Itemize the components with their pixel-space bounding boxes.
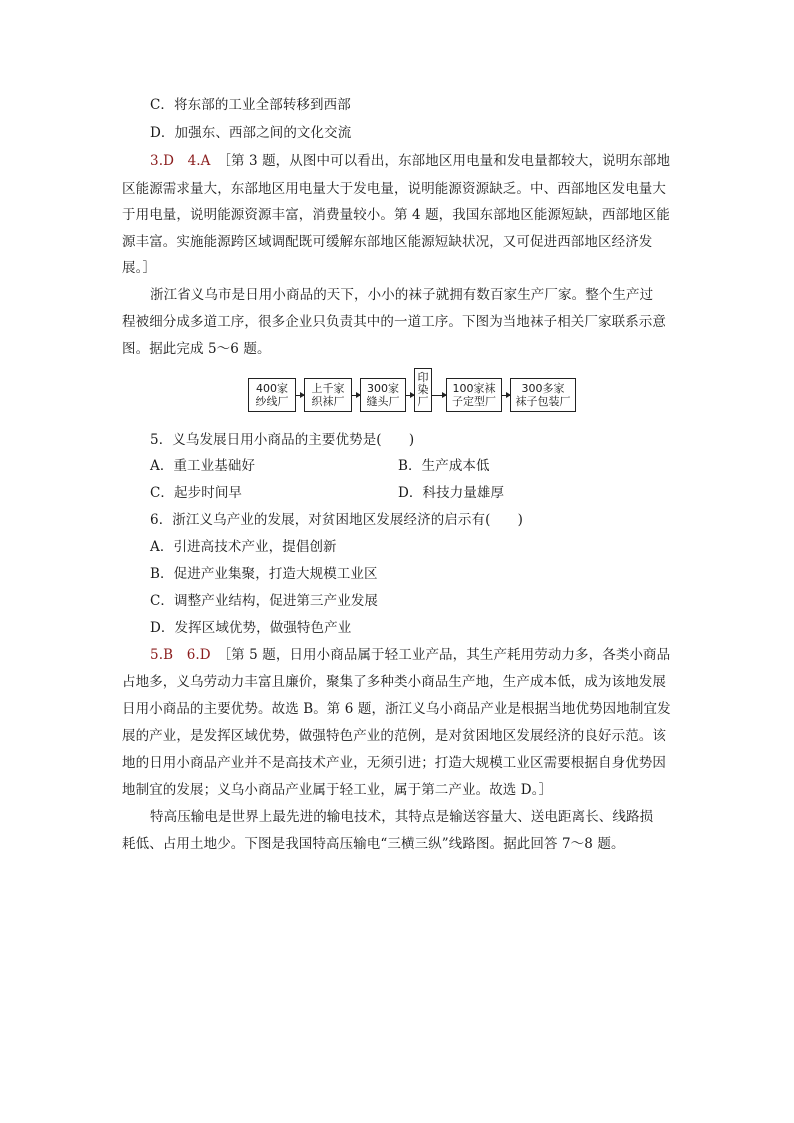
flow-arrow-5 bbox=[502, 395, 510, 396]
answer-3-4-line-5: 展。］ bbox=[122, 260, 157, 276]
answer-5-6-text-1: ［第 5 题，日用小商品属于轻工业产品，其生产耗用劳动力多，各类小商品 bbox=[224, 647, 671, 663]
flow-box-knitting bbox=[304, 378, 352, 412]
intro-7-8-line-1: 特高压输电是世界上最先进的输电技术，其特点是输送容量大、送电距离长、线路损 bbox=[150, 809, 654, 825]
answer-3-4-line-3: 于用电量，说明能源资源丰富，消费量较小。第 4 题，我国东部地区能源短缺，西部地区能 bbox=[122, 207, 670, 223]
flow-box-shaping-count: 100家袜 bbox=[452, 382, 496, 395]
flow-box-packaging-label: 袜子包装厂 bbox=[515, 395, 571, 408]
answer-5-6-label: 5.B 6.D bbox=[150, 647, 211, 663]
q4-option-c: C．将东部的工业全部转移到西部 bbox=[150, 97, 351, 113]
q5-option-d: D．科技力量雄厚 bbox=[398, 485, 505, 501]
flow-box-dyeing bbox=[414, 368, 432, 412]
flow-box-shaping-label: 子定型厂 bbox=[452, 395, 496, 408]
answer-5-6-line-3: 日用小商品的主要优势。故选 B。第 6 题，浙江义乌小商品产业是根据当地优势因地制宜发 bbox=[122, 701, 671, 717]
intro-7-8-line-2: 耗低、占用土地少。下图是我国特高压输电“三横三纵”线路图。据此回答 7～8 题。 bbox=[122, 836, 625, 852]
q5-option-a: A．重工业基础好 bbox=[150, 458, 256, 474]
intro-5-6-line-2: 程被细分成多道工序，很多企业只负责其中的一道工序。下图为当地袜子相关厂家联系示意 bbox=[122, 314, 666, 330]
flow-box-dyeing-char-1: 印 bbox=[417, 371, 429, 384]
flow-box-shaping bbox=[446, 378, 502, 412]
intro-5-6-line-1: 浙江省义乌市是日用小商品的天下，小小的袜子就拥有数百家生产厂家。整个生产过 bbox=[150, 287, 654, 303]
q6-stem: 6．浙江义乌产业的发展，对贫困地区发展经济的启示有( ) bbox=[150, 512, 524, 528]
flow-arrow-3 bbox=[406, 395, 414, 396]
q6-option-b: B．促进产业集聚，打造大规模工业区 bbox=[150, 566, 378, 582]
answer-5-6-line-6: 地制宜的发展；义乌小商品产业属于轻工业，属于第二产业。故选 D。］ bbox=[122, 782, 553, 798]
flow-box-toe-sewing-label: 缝头厂 bbox=[366, 395, 400, 408]
intro-5-6-line-3: 图。据此完成 5～6 题。 bbox=[122, 341, 271, 357]
answer-5-6-line-2: 占地多，义乌劳动力丰富且廉价，聚集了多种类小商品生产地，生产成本低，成为该地发展 bbox=[122, 674, 666, 690]
flow-box-yarn bbox=[248, 378, 296, 412]
answer-5-6-line-1 bbox=[150, 646, 670, 664]
sock-factory-flow-diagram bbox=[248, 368, 578, 414]
answer-3-4-label: 3.D 4.A bbox=[150, 153, 211, 169]
flow-arrow-4 bbox=[432, 395, 446, 396]
flow-box-yarn-label: 纱线厂 bbox=[255, 395, 289, 408]
q6-option-a: A．引进高技术产业，提倡创新 bbox=[150, 539, 337, 555]
answer-3-4-text-1: ［第 3 题，从图中可以看出，东部地区用电量和发电量都较大，说明东部地 bbox=[224, 153, 671, 169]
flow-arrow-2 bbox=[352, 395, 360, 396]
answer-3-4-line-4: 源丰富。实施能源跨区域调配既可缓解东部地区能源短缺状况，又可促进西部地区经济发 bbox=[122, 234, 653, 250]
flow-box-packaging-count: 300多家 bbox=[521, 382, 565, 395]
flow-box-toe-sewing-count: 300家 bbox=[367, 382, 399, 395]
q6-option-c: C．调整产业结构，促进第三产业发展 bbox=[150, 593, 379, 609]
q5-stem: 5．义乌发展日用小商品的主要优势是( ) bbox=[150, 432, 415, 448]
flow-arrow-1 bbox=[296, 395, 304, 396]
answer-5-6-line-5: 地的日用小商品产业并不是高技术产业，无须引进；打造大规模工业区需要根据自身优势因 bbox=[122, 755, 666, 771]
q4-option-d: D．加强东、西部之间的文化交流 bbox=[150, 125, 352, 141]
flow-box-toe-sewing bbox=[360, 378, 406, 412]
flow-box-dyeing-char-2: 染 bbox=[417, 383, 429, 396]
flow-box-knitting-label: 织袜厂 bbox=[311, 395, 345, 408]
flow-box-packaging bbox=[510, 378, 576, 412]
q5-option-c: C．起步时间早 bbox=[150, 485, 243, 501]
flow-box-dyeing-char-3: 厂 bbox=[417, 395, 429, 408]
flow-box-yarn-count: 400家 bbox=[256, 382, 288, 395]
answer-5-6-line-4: 展的产业，是发挥区域优势，做强特色产业的范例，是对贫困地区发展经济的良好示范。该 bbox=[122, 728, 666, 744]
flow-box-knitting-count: 上千家 bbox=[311, 382, 345, 395]
answer-3-4-line-1 bbox=[150, 152, 670, 170]
answer-3-4-line-2: 区能源需求量大，东部地区用电量大于发电量，说明能源资源缺乏。中、西部地区发电量大 bbox=[122, 181, 666, 197]
q6-option-d: D．发挥区域优势，做强特色产业 bbox=[150, 620, 352, 636]
q5-option-b: B．生产成本低 bbox=[398, 458, 490, 474]
